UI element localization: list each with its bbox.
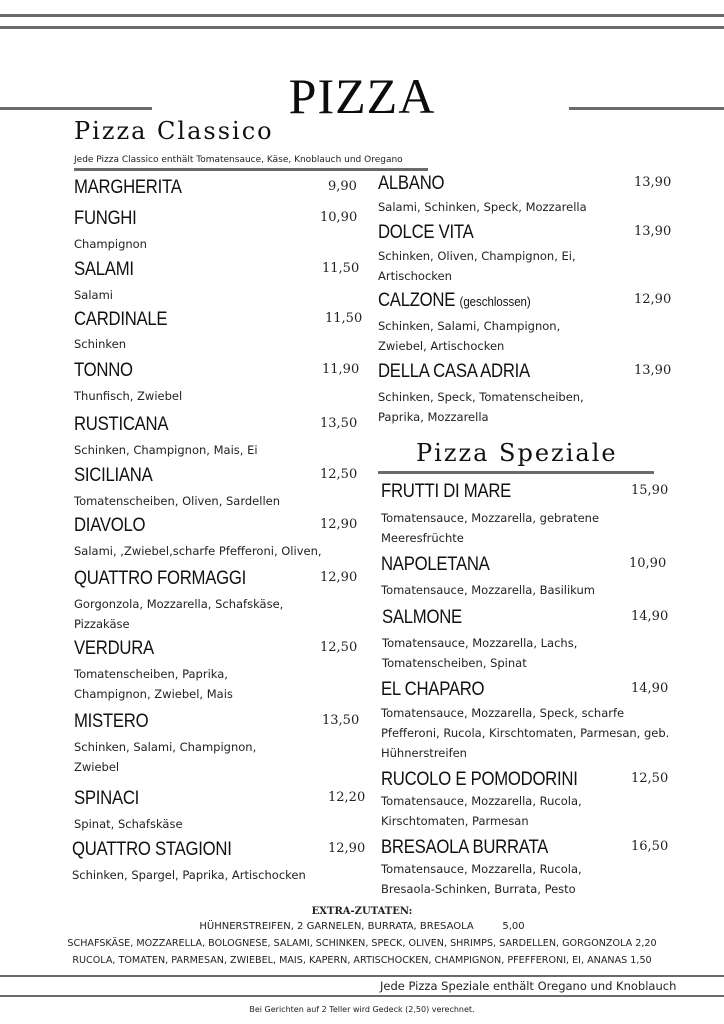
item-desc: Tomatensauce, Mozzarella, Speck, scharfe Pfefferoni, Rucola, Kirschtomaten, Parmesan, geb. Hühnerstreifen — [381, 706, 670, 760]
classico-rule — [74, 168, 428, 171]
item-price: 13,90 — [634, 224, 672, 239]
item-name-sub: (geschlossen) — [459, 294, 531, 309]
item-desc: Tomatensauce, Mozzarella, Rucola, Kirschtomaten, Parmesan — [381, 794, 582, 828]
item-price: 10,90 — [320, 210, 358, 225]
item-desc: Tomatensauce, Mozzarella, gebratene Meeresfrüchte — [381, 511, 600, 545]
extras-line: RUCOLA, TOMATEN, PARMESAN, ZWIEBEL, MAIS, KAPERN, ARTISCHOCKEN, CHAMPIGNON, PFEFFERONI, EI, ANANAS 1,50 — [72, 955, 652, 966]
item-name: MISTERO — [74, 711, 149, 732]
item-price: 11,50 — [322, 261, 360, 276]
item-price: 11,90 — [322, 362, 360, 377]
item-price: 12,50 — [631, 771, 669, 786]
item-desc: Salami — [74, 288, 113, 302]
item-desc: Tomatensauce, Mozzarella, Rucola, Bresaola-Schinken, Burrata, Pesto — [381, 862, 582, 896]
item-name: SPINACI — [74, 788, 140, 809]
item-name: VERDURA — [74, 638, 154, 659]
item-price: 12,20 — [328, 790, 366, 805]
page-title: PIZZA — [288, 68, 436, 124]
item-price: 15,90 — [631, 483, 669, 498]
item-price: 13,90 — [634, 363, 672, 378]
item-name: SICILIANA — [74, 465, 153, 486]
top-rule-1 — [0, 14, 724, 17]
classico-heading: Pizza Classico — [74, 117, 274, 145]
bottom-rule-2 — [0, 995, 724, 997]
item-name: FRUTTI DI MARE — [381, 481, 512, 502]
item-desc: Schinken, Salami, Champignon, Zwiebel — [74, 740, 257, 774]
classico-note: Jede Pizza Classico enthält Tomatensauce, Käse, Knoblauch und Oregano — [74, 155, 403, 165]
item-price: 16,50 — [631, 839, 669, 854]
speziale-rule — [378, 471, 654, 474]
item-desc: Gorgonzola, Mozzarella, Schafskäse, Pizzakäse — [74, 597, 284, 631]
item-name: RUCOLO E POMODORINI — [381, 769, 578, 790]
item-desc: Champignon — [74, 237, 147, 251]
speziale-note: Jede Pizza Speziale enthält Oregano und Knoblauch — [380, 979, 677, 993]
extras-line: HÜHNERSTREIFEN, 2 GARNELEN, BURRATA, BRESAOLA 5,00 — [199, 921, 525, 932]
item-price: 12,90 — [320, 517, 358, 532]
item-name: EL CHAPARO — [381, 679, 485, 700]
item-desc: Schinken, Speck, Tomatenscheiben, Paprika, Mozzarella — [378, 390, 584, 424]
item-name: BRESAOLA BURRATA — [381, 837, 549, 858]
item-name: DIAVOLO — [74, 515, 146, 536]
item-name: CARDINALE — [74, 309, 168, 330]
item-name-main: CALZONE — [378, 290, 456, 311]
extras-line: SCHAFSKÄSE, MOZZARELLA, BOLOGNESE, SALAMI, SCHINKEN, SPECK, OLIVEN, SHRIMPS, SARDELLEN, GORGONZOLA 2,20 — [67, 938, 657, 949]
extras-title: EXTRA-ZUTATEN: — [311, 906, 413, 917]
speziale-heading: Pizza Speziale — [416, 439, 618, 467]
item-name: DOLCE VITA — [378, 222, 474, 243]
item-name: NAPOLETANA — [381, 554, 490, 575]
item-desc: Salami, ,Zwiebel,scharfe Pfefferoni, Oliven, — [74, 544, 322, 558]
item-price: 12,50 — [320, 467, 358, 482]
item-price: 13,90 — [634, 175, 672, 190]
item-desc: Schinken — [74, 337, 127, 351]
item-price: 14,90 — [631, 609, 669, 624]
item-desc: Tomatenscheiben, Oliven, Sardellen — [74, 494, 281, 508]
item-name: MARGHERITA — [74, 177, 182, 198]
item-name: SALAMI — [74, 259, 134, 280]
item-price: 9,90 — [328, 179, 357, 194]
item-desc: Spinat, Schafskäse — [74, 817, 183, 831]
item-price: 14,90 — [631, 681, 669, 696]
item-name: SALMONE — [382, 607, 462, 628]
item-desc: Tomatensauce, Mozzarella, Basilikum — [381, 583, 595, 597]
item-price: 12,90 — [320, 570, 358, 585]
item-name: FUNGHI — [74, 208, 137, 229]
item-price: 11,50 — [325, 311, 363, 326]
item-desc: Thunfisch, Zwiebel — [74, 389, 183, 403]
item-price: 12,50 — [320, 640, 358, 655]
item-name: QUATTRO FORMAGGI — [74, 568, 246, 589]
item-price: 12,90 — [328, 841, 366, 856]
item-desc: Schinken, Spargel, Paprika, Artischocken — [72, 868, 306, 882]
item-name: ALBANO — [378, 173, 445, 194]
footer-note: Bei Gerichten auf 2 Teller wird Gedeck (2,50) verechnet. — [249, 1005, 475, 1014]
bottom-rule-1 — [0, 975, 724, 977]
item-price: 12,90 — [634, 292, 672, 307]
item-desc: Salami, Schinken, Speck, Mozzarella — [378, 200, 587, 214]
item-desc: Tomatensauce, Mozzarella, Lachs, Tomatenscheiben, Spinat — [382, 636, 578, 670]
item-desc: Schinken, Champignon, Mais, Ei — [74, 443, 258, 457]
item-desc: Schinken, Oliven, Champignon, Ei, Artischocken — [378, 249, 576, 283]
item-price: 13,50 — [322, 713, 360, 728]
item-desc: Tomatenscheiben, Paprika, Champignon, Zwiebel, Mais — [74, 667, 233, 701]
item-price: 10,90 — [629, 556, 667, 571]
top-rule-2 — [0, 26, 724, 29]
item-name: RUSTICANA — [74, 414, 169, 435]
item-name: TONNO — [74, 360, 133, 381]
item-desc: Schinken, Salami, Champignon, Zwiebel, Artischocken — [378, 319, 561, 353]
item-price: 13,50 — [320, 416, 358, 431]
item-name: DELLA CASA ADRIA — [378, 361, 530, 382]
item-name — [378, 290, 531, 313]
item-name: QUATTRO STAGIONI — [72, 839, 232, 860]
